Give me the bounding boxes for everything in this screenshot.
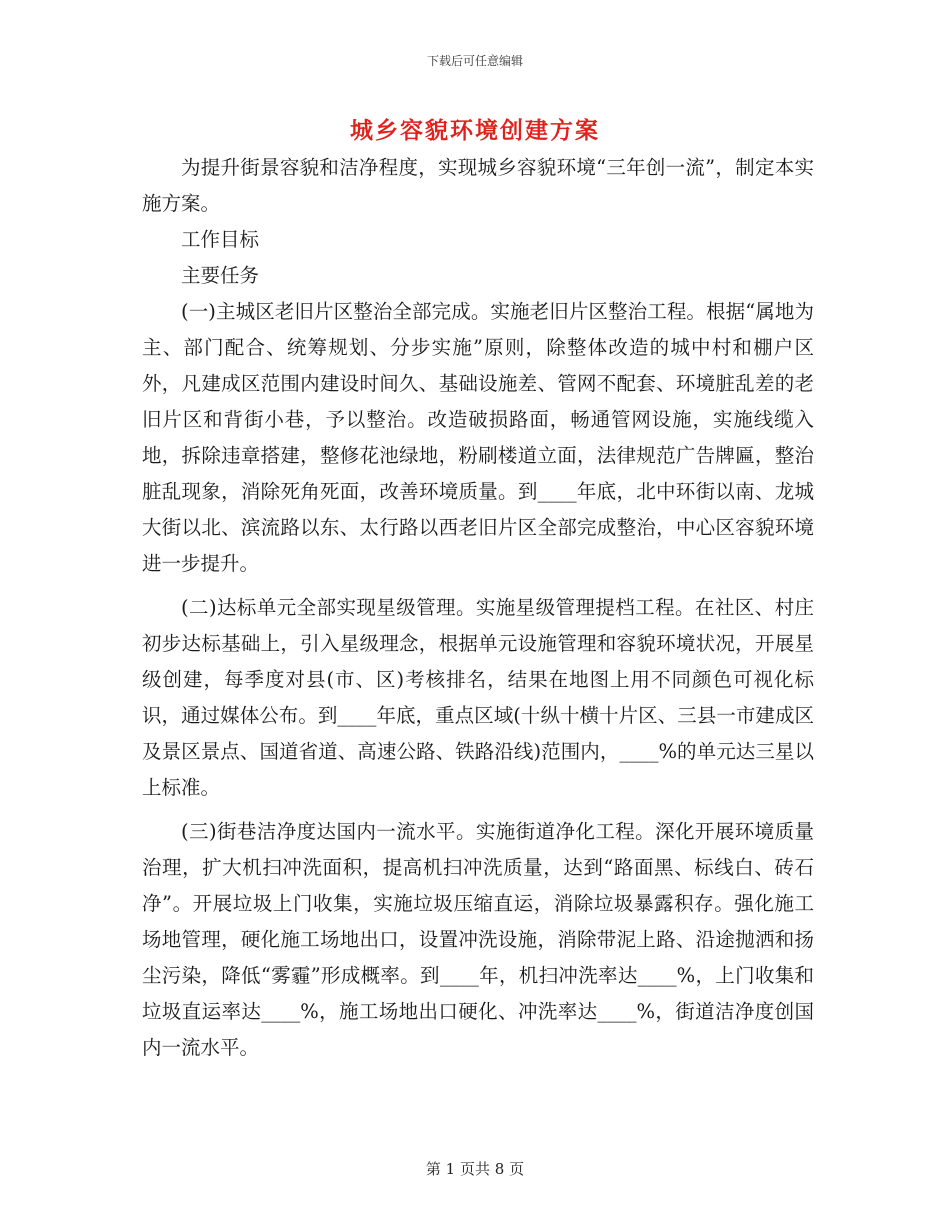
section-heading-tasks: 主要任务 bbox=[181, 264, 260, 287]
page-number: 第 1 页共 8 页 bbox=[425, 1160, 525, 1178]
header-note: 下载后可任意编辑 bbox=[426, 54, 523, 68]
intro-paragraph: 为提升街景容貌和洁净程度，实现城乡容貌环境“三年创一流”，制定本实施方案。 bbox=[142, 156, 814, 215]
document-title: 城乡容貌环境创建方案 bbox=[350, 117, 600, 144]
section-heading-goals: 工作目标 bbox=[181, 228, 260, 251]
task-paragraph-1: (一)主城区老旧片区整治全部完成。实施老旧片区整治工程。根据“属地为主、部门配合、统筹规划、分步实施”原则，除整体改造的城中村和棚户区外，凡建成区范围内建设时间久、基础设施差、管网不配套、环境脏乱差的老旧片区和背街小巷，予以整治。改造破损路面，畅通管网设施，实施线缆入地，拆除违章搭建，整修花池绿地，粉刷楼道立面，法律规范广告牌匾，整治脏乱现象，消除死角死面，改善环境质量。到____年底，北中环街以南、龙城大街以北、滨流路以东、太行路以西老旧片区全部完成整治，中心区容貌环境进一步提升。 bbox=[142, 300, 814, 575]
document-body bbox=[142, 150, 814, 1066]
task-paragraph-3: (三)街巷洁净度达国内一流水平。实施街道净化工程。深化开展环境质量治理，扩大机扫冲洗面积，提高机扫冲洗质量，达到“路面黑、标线白、砖石净”。开展垃圾上门收集，实施垃圾压缩直运，消除垃圾暴露积存。强化施工场地管理，硬化施工场地出口，设置冲洗设施，消除带泥上路、沿途抛洒和扬尘污染，降低“雾霾”形成概率。到____年，机扫冲洗率达____%，上门收集和垃圾直运率达____%，施工场地出口硬化、冲洗率达____%，街道洁净度创国内一流水平。 bbox=[142, 820, 814, 1059]
task-paragraph-2: (二)达标单元全部实现星级管理。实施星级管理提档工程。在社区、村庄初步达标基础上，引入星级理念，根据单元设施管理和容貌环境状况，开展星级创建，每季度对县(市、区)考核排名，结果在地图上用不同颜色可视化标识，通过媒体公布。到____年底，重点区域(十纵十横十片区、三县一市建成区及景区景点、国道省道、高速公路、铁路沿线)范围内，____%的单元达三星以上标准。 bbox=[142, 596, 814, 799]
